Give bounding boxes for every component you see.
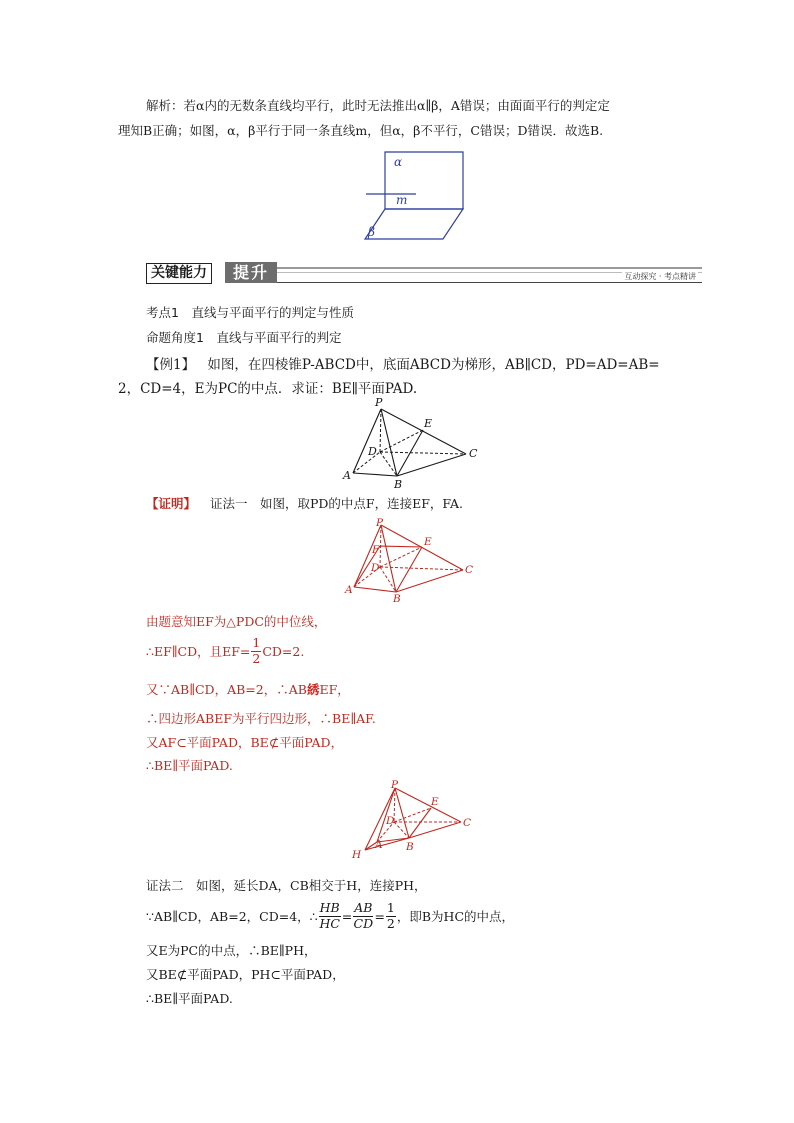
m2-line-5: ∴BE∥平面PAD.	[146, 991, 233, 1006]
m1-line-2a: ∴EF∥CD，且EF=	[146, 644, 251, 659]
m1-line-3	[146, 680, 350, 698]
example-text-1: 如图，在四棱锥P-ABCD中，底面ABCD为梯形，AB∥CD，PD=AD=AB=	[207, 357, 660, 373]
fraction-hb-hc	[319, 902, 341, 930]
m2-line-4: 又BE⊄平面PAD，PH⊂平面PAD，	[146, 967, 345, 982]
analysis-line-1: 解析：若α内的无数条直线均平行，此时无法推出α∥β，A错误；由面面平行的判定定	[146, 98, 610, 113]
parallel-equal-symbol: 綉	[306, 682, 320, 697]
header-baseline	[277, 282, 702, 283]
section-note: 互动探究 · 考点精讲	[624, 272, 696, 281]
label-E-2: E	[424, 536, 432, 548]
label-alpha: α	[394, 155, 403, 169]
m2-line-1: 证法二 如图，延长DA，CB相交于H，连接PH，	[146, 878, 427, 893]
label-C-3: C	[463, 817, 472, 829]
label-A: A	[343, 469, 351, 482]
planes-figure	[346, 148, 472, 244]
m1-line-1: 由题意知EF为△PDC的中位线，	[146, 614, 327, 629]
label-P-3: P	[391, 779, 399, 791]
label-H-3: H	[352, 849, 362, 861]
fraction-half-2	[386, 902, 396, 930]
kaodian-heading: 考点1 直线与平面平行的判定与性质	[146, 305, 354, 320]
fraction-hc: HC	[319, 915, 340, 931]
fraction-ab-cd	[353, 902, 373, 930]
label-E-3: E	[431, 796, 439, 808]
analysis-line-2: 理知B正确；如图，α，β平行于同一条直线m，但α，β不平行，C错误；D错误．故选B.	[118, 123, 604, 138]
label-B: B	[394, 478, 403, 490]
label-D: D	[368, 445, 377, 458]
plane-beta	[365, 209, 463, 239]
mingti-heading: 命题角度1 直线与平面平行的判定	[146, 330, 342, 345]
label-P: P	[375, 396, 383, 409]
fraction-two: 2	[386, 915, 395, 931]
proof-label: 【证明】	[146, 496, 197, 511]
label-D-3: D	[386, 815, 395, 827]
label-E: E	[424, 417, 433, 430]
fraction-ab: AB	[354, 900, 373, 915]
m2-eq-1: =	[341, 908, 353, 924]
method1-intro: 证法一 如图，取PD的中点F，连接EF，FA.	[210, 496, 463, 511]
m1-line-6: ∴BE∥平面PAD.	[146, 758, 233, 773]
m1-line-3a: 又∵AB∥CD，AB=2，∴AB	[146, 682, 307, 697]
pyramid-figure-2	[340, 515, 480, 603]
example-line-2: 2，CD=4，E为PC的中点．求证：BE∥平面PAD.	[118, 381, 418, 397]
label-F-2: F	[372, 544, 380, 556]
m2-eq-2: =	[374, 908, 385, 924]
fraction-hb: HB	[319, 900, 340, 915]
label-m: m	[396, 193, 408, 207]
pyramid-figure-1	[338, 395, 488, 490]
example-line-1	[146, 353, 660, 373]
label-A-2: A	[345, 584, 353, 596]
section-tag: 提升	[225, 262, 277, 283]
label-D-2: D	[371, 562, 380, 574]
label-P-2: P	[376, 517, 384, 529]
pyramid-figure-3	[343, 778, 478, 864]
section-title: 关键能力	[146, 263, 212, 284]
label-C: C	[469, 447, 478, 460]
proof-intro	[146, 494, 463, 512]
m1-line-2	[146, 636, 304, 666]
example-label: 【例1】	[146, 357, 196, 373]
fraction-half	[251, 637, 261, 665]
m1-line-2b: CD=2.	[262, 643, 305, 659]
m2-line-2b: ，即B为HC的中点，	[396, 909, 515, 924]
m2-line-2	[146, 899, 514, 933]
label-beta: β	[368, 225, 375, 239]
m1-line-4: ∴四边形ABEF为平行四边形，∴BE∥AF.	[146, 711, 376, 726]
m2-line-2a: ∵AB∥CD，AB=2，CD=4，∴	[146, 909, 318, 924]
header-line	[277, 267, 702, 269]
fraction-den: 2	[252, 650, 261, 666]
section-header	[146, 262, 702, 284]
label-B-2: B	[393, 593, 401, 603]
label-A-3: A	[375, 839, 383, 851]
m2-line-3: 又E为PC的中点，∴BE∥PH，	[146, 943, 317, 958]
m1-line-5: 又AF⊂平面PAD，BE⊄平面PAD，	[146, 735, 344, 750]
fraction-cd: CD	[353, 915, 374, 931]
fraction-num: 1	[252, 635, 261, 650]
fraction-one: 1	[386, 900, 395, 915]
m1-line-3b: EF，	[319, 682, 350, 697]
label-C-2: C	[465, 564, 474, 576]
label-B-3: B	[406, 841, 414, 853]
